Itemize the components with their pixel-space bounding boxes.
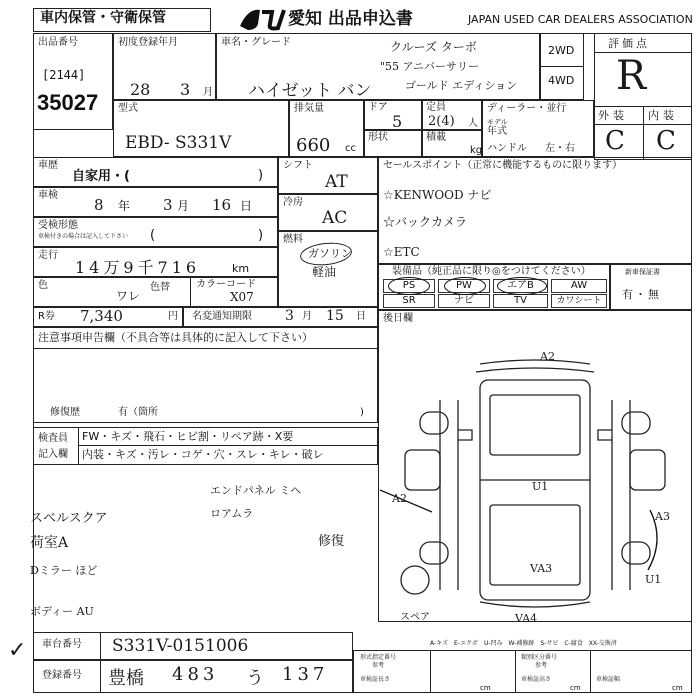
name-change-day: 15 bbox=[326, 308, 344, 324]
doors-value: 5 bbox=[392, 112, 403, 131]
shaken-day-unit: 日 bbox=[240, 199, 253, 213]
registration-label: 登録番号 bbox=[42, 670, 82, 681]
fuel-diesel[interactable]: 軽油 bbox=[312, 265, 337, 279]
recycle-label: R券 bbox=[38, 311, 55, 322]
interior-row: 内装・キズ・汚レ・コゲ・穴・スレ・キレ・破レ bbox=[82, 448, 324, 461]
repair-history-value: 有（箇所 bbox=[118, 407, 158, 418]
shaken-year: 8 bbox=[94, 196, 104, 214]
capacity-label: 定員 bbox=[426, 102, 446, 113]
category-ref: 参考 bbox=[535, 662, 548, 669]
load-unit: kg bbox=[470, 145, 483, 156]
type-value: EBD- S331V bbox=[125, 133, 232, 153]
form-title: 愛知 出品申込書 bbox=[288, 9, 413, 29]
registration-kana: う bbox=[246, 668, 264, 689]
ac-label: 冷房 bbox=[283, 197, 303, 208]
new-warranty-label: 新車保証書 bbox=[625, 268, 660, 276]
storage-tag-text: 車内保管・守衛保管 bbox=[40, 10, 166, 26]
remark-lower: ロアムラ bbox=[210, 507, 254, 520]
capacity-value: 2(4) bbox=[428, 114, 455, 129]
name-change-day-unit: 日 bbox=[356, 311, 366, 322]
first-reg-label: 初度登録年月 bbox=[118, 37, 178, 48]
equip-tv[interactable]: TV bbox=[493, 294, 548, 308]
remark-repair: 修復 bbox=[318, 534, 345, 549]
type-designation-ref: 参考 bbox=[372, 662, 385, 669]
history-box bbox=[33, 157, 278, 187]
later-input-label: 後日欄 bbox=[383, 313, 413, 324]
load-label: 積載 bbox=[426, 132, 446, 143]
sales-points-label: セールスポイント（正常に機能するものに限ります） bbox=[383, 160, 623, 171]
damage-a2-top: A2 bbox=[540, 350, 555, 363]
sales-point-3: ☆ETC bbox=[383, 245, 420, 259]
shape-label: 形状 bbox=[368, 132, 388, 143]
model-label: モデル bbox=[487, 118, 508, 126]
type-designation-label: 形式指定番号 bbox=[360, 654, 397, 661]
color-label: 色 bbox=[38, 280, 48, 291]
inspector-label-1: 検査員 bbox=[38, 433, 68, 444]
equip-airbag[interactable]: エアB bbox=[493, 279, 548, 293]
width-label: 車検証幅 bbox=[596, 676, 621, 683]
damage-va3: VA3 bbox=[530, 562, 553, 575]
color-value: ワレ bbox=[116, 289, 141, 303]
remark-left-3: Dミラー ほど bbox=[30, 564, 98, 577]
first-reg-year: 28 bbox=[130, 80, 151, 99]
sales-points-box bbox=[378, 157, 692, 264]
width-unit: cm bbox=[672, 684, 683, 692]
remark-end-panel: エンドパネル ミヘ bbox=[210, 484, 302, 497]
model-name: ハイゼット バン bbox=[248, 81, 372, 101]
displacement-unit: cc bbox=[345, 143, 356, 154]
remark-left-2: 荷室A bbox=[30, 535, 69, 551]
drive-4wd[interactable]: 4WD bbox=[548, 74, 575, 87]
exterior-label: 外装 bbox=[598, 109, 628, 122]
shaken-day: 16 bbox=[212, 196, 232, 214]
interior-grade: C bbox=[656, 126, 676, 156]
equip-aw[interactable]: AW bbox=[551, 279, 607, 293]
inspection-form-note: 車検付きの場合は記入して下さい bbox=[38, 233, 129, 240]
equip-leather-seat[interactable]: カワシート bbox=[551, 294, 607, 308]
remark-left-1: スベルスクア bbox=[30, 511, 108, 526]
airbag-circle bbox=[497, 277, 547, 295]
height-label: 車検証高さ bbox=[521, 676, 552, 683]
registration-place: 豊橋 bbox=[108, 668, 144, 689]
name-change-month: 3 bbox=[285, 308, 294, 324]
registration-class: 483 bbox=[172, 664, 219, 685]
color-code-label: カラーコード bbox=[196, 279, 256, 290]
interior-label: 内装 bbox=[648, 109, 678, 122]
shaken-month-unit: 月 bbox=[177, 199, 190, 213]
height-unit: cm bbox=[570, 684, 581, 692]
mileage-label: 走行 bbox=[38, 250, 58, 261]
shift-value: AT bbox=[325, 172, 348, 192]
new-warranty-value[interactable]: 有・無 bbox=[622, 288, 661, 301]
fuel-gasoline[interactable]: ガソリン bbox=[308, 247, 352, 260]
sales-point-2: ☆バックカメラ bbox=[383, 215, 468, 229]
length-label: 車検証長さ bbox=[360, 676, 391, 683]
type-label: 型式 bbox=[118, 103, 138, 114]
fuel-label: 燃料 bbox=[283, 234, 303, 245]
damage-a2-left: A2 bbox=[392, 492, 407, 505]
equipment-label: 装備品（純正品に限り◎をつけてください） bbox=[392, 266, 591, 277]
ps-circle bbox=[388, 277, 430, 295]
inspector-label-2: 記入欄 bbox=[38, 449, 68, 460]
shift-label: シフト bbox=[283, 160, 313, 171]
name-change-month-unit: 月 bbox=[302, 311, 312, 322]
ju-logo bbox=[238, 6, 286, 32]
inspection-form-open: ( bbox=[150, 228, 156, 243]
damage-va4: VA4 bbox=[515, 612, 538, 625]
mileage-value: 14万9千716 bbox=[75, 258, 201, 277]
notes-label: 注意事項申告欄（不具合等は具体的に記入して下さい） bbox=[38, 331, 313, 344]
lot-sub-number: [2144] bbox=[42, 68, 86, 82]
rating-label: 評価点 bbox=[608, 37, 650, 50]
drive-2wd[interactable]: 2WD bbox=[548, 44, 575, 57]
doors-label: ドア bbox=[368, 102, 388, 113]
capacity-unit: 人 bbox=[468, 118, 478, 129]
displacement-value: 660 bbox=[296, 135, 331, 156]
registration-number: 137 bbox=[282, 664, 329, 685]
grade-line-3: ゴールド エディション bbox=[405, 79, 518, 92]
shaken-label: 車検 bbox=[38, 190, 58, 201]
lot-label: 出品番号 bbox=[38, 37, 78, 48]
equip-sr[interactable]: SR bbox=[383, 294, 435, 308]
ac-value: AC bbox=[322, 208, 348, 228]
fw-row: FW・キズ・飛石・ヒビ割・リペア跡・X要 bbox=[82, 430, 294, 443]
equip-pw[interactable]: PW bbox=[438, 279, 490, 293]
repair-history-label: 修復歴 bbox=[50, 407, 80, 418]
recycle-unit: 円 bbox=[168, 311, 178, 322]
remark-body: ボディー AU bbox=[30, 605, 94, 618]
association-name: JAPAN USED CAR DEALERS ASSOCIATION bbox=[468, 13, 693, 26]
inspection-form-close: ) bbox=[258, 228, 264, 243]
dealer-label: ディーラー・並行 bbox=[487, 103, 567, 114]
inspection-form-label: 受検形態 bbox=[38, 220, 78, 231]
damage-u1-right: U1 bbox=[645, 573, 662, 586]
equip-navi[interactable]: ナビ bbox=[438, 294, 490, 308]
equip-ps[interactable]: PS bbox=[383, 279, 435, 293]
grade-line-1: クルーズ ターボ bbox=[390, 40, 477, 54]
exterior-grade: C bbox=[605, 126, 625, 156]
handle-options[interactable]: 左・右 bbox=[545, 143, 575, 154]
lot-number: 35027 bbox=[37, 90, 99, 115]
chassis-label: 車台番号 bbox=[42, 639, 82, 650]
mileage-unit: km bbox=[232, 262, 250, 275]
chassis-number: S331V-0151006 bbox=[112, 636, 249, 656]
color-change-label: 色替 bbox=[150, 282, 170, 293]
name-change-label: 名変通知期限 bbox=[192, 311, 252, 322]
shaken-year-unit: 年 bbox=[118, 199, 131, 213]
category-label: 類別区分番号 bbox=[521, 654, 558, 661]
shaken-month: 3 bbox=[163, 196, 173, 214]
color-code-value: X07 bbox=[230, 290, 254, 304]
recycle-value: 7,340 bbox=[80, 307, 123, 325]
history-value: 自家用・( bbox=[72, 169, 130, 184]
length-unit: cm bbox=[480, 684, 491, 692]
sales-point-1: ☆KENWOOD ナビ bbox=[383, 188, 492, 202]
first-reg-month-unit: 月 bbox=[203, 87, 213, 98]
damage-a3-right: A3 bbox=[655, 510, 670, 523]
model-year-label: 年式 bbox=[487, 126, 507, 137]
model-grade-label: 車名・グレード bbox=[221, 37, 291, 48]
first-reg-month: 3 bbox=[180, 80, 191, 99]
history-label: 車歴 bbox=[38, 160, 58, 171]
spare-label: スペア bbox=[400, 612, 430, 623]
rating-value: R bbox=[616, 53, 647, 99]
margin-check-mark: ✓ bbox=[8, 638, 27, 663]
pw-circle bbox=[444, 277, 486, 295]
repair-history-close: ) bbox=[360, 407, 364, 418]
grade-line-2: "55 アニバーサリー bbox=[380, 60, 480, 73]
damage-u1-center: U1 bbox=[532, 480, 549, 493]
history-close: ) bbox=[258, 168, 264, 183]
damage-legend: A-キズ E-エクボ U-凹み W-補修跡 S-サビ C-腐食 XX-交換済 bbox=[430, 640, 617, 647]
handle-label: ハンドル bbox=[487, 143, 527, 154]
displacement-label: 排気量 bbox=[294, 103, 324, 114]
